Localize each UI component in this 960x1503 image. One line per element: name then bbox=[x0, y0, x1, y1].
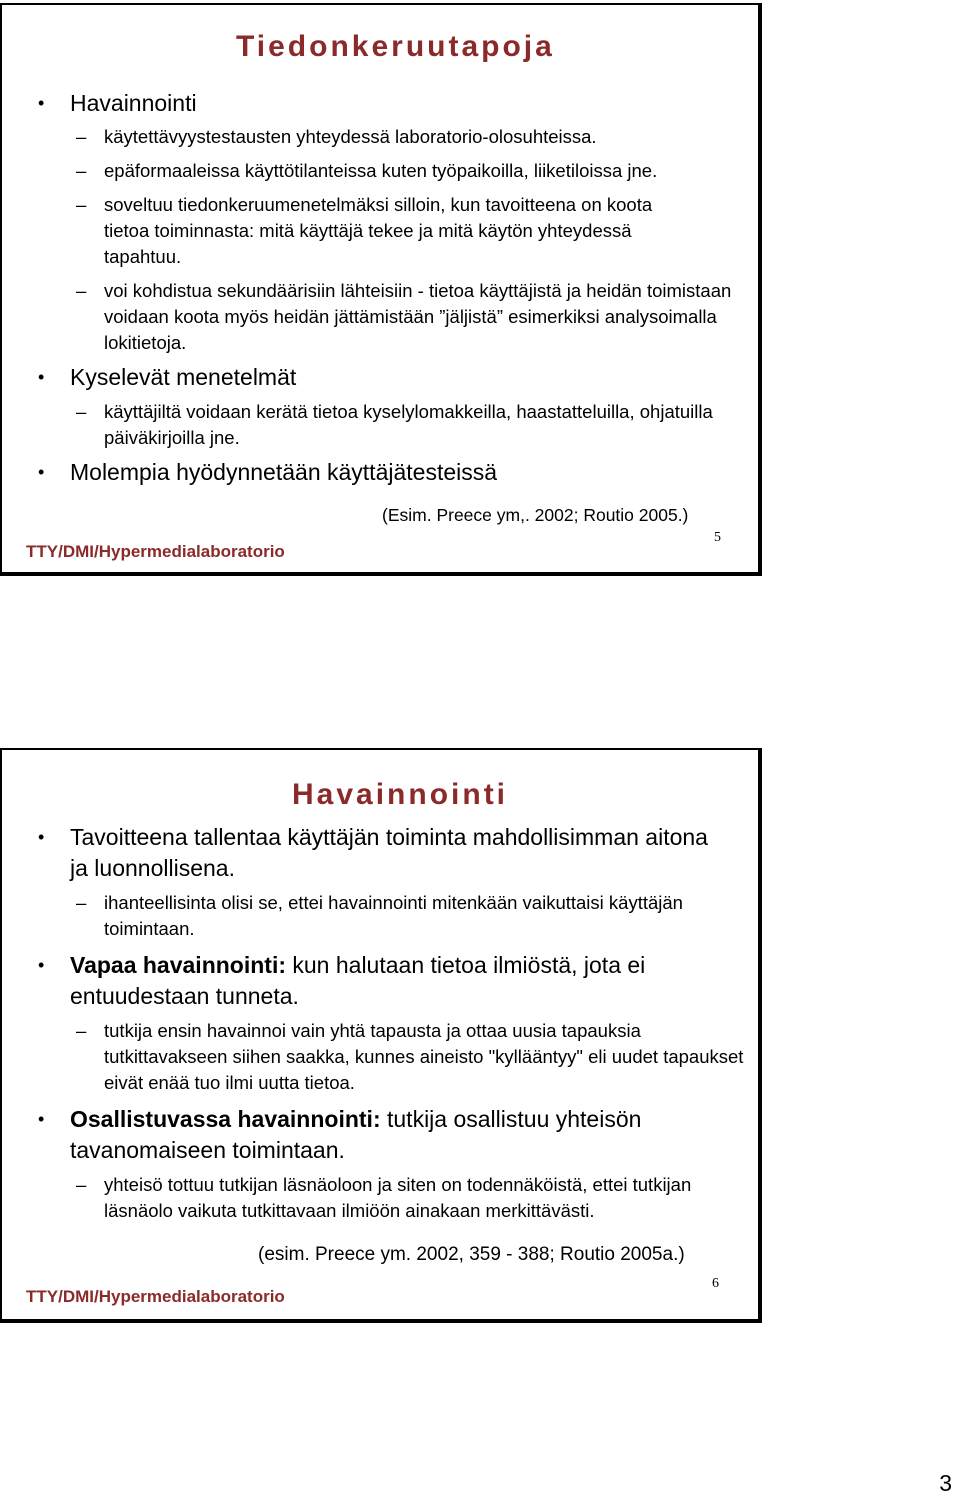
sub-bullet-item bbox=[38, 124, 940, 150]
sub-bullet-text: yhteisö tottuu tutkijan läsnäoloon ja siten on todennäköistä, ettei tutkijan läsnäolo vaikuta tutkittavaan ilmiöön ainakaan merkittävästi. bbox=[104, 1174, 692, 1221]
bullet-icon: • bbox=[38, 93, 45, 113]
bullet-item bbox=[38, 822, 710, 884]
dash-icon: – bbox=[76, 126, 87, 147]
sub-bullet-item bbox=[38, 278, 754, 356]
bullet-bold-label: Vapaa havainnointi: bbox=[70, 952, 286, 978]
dash-icon: – bbox=[76, 160, 87, 181]
bullet-text: Kyselevät menetelmät bbox=[70, 364, 297, 390]
sub-bullet-item bbox=[38, 1172, 754, 1224]
sub-bullet-text: soveltuu tiedonkeruumenetelmäksi silloin, kun tavoitteena on koota tietoa toiminnasta: mitä käyttäjä tekee ja mitä käytön yhteydessä tapahtuu. bbox=[104, 194, 653, 267]
sub-bullet-item bbox=[38, 890, 754, 942]
bullet-icon: • bbox=[38, 955, 45, 975]
bullet-item bbox=[38, 950, 730, 1012]
sub-bullet-item bbox=[38, 192, 684, 270]
sheet-number: 3 bbox=[939, 1470, 952, 1496]
bullet-item bbox=[38, 1104, 750, 1166]
bullet-bold-label: Osallistuvassa havainnointi: bbox=[70, 1106, 381, 1132]
dash-icon: – bbox=[76, 892, 87, 913]
dash-icon: – bbox=[76, 1174, 87, 1195]
bullet-text: kun halutaan tietoa ilmiöstä, jota ei entuudestaan tunneta. bbox=[70, 952, 646, 1009]
page-number: 5 bbox=[714, 530, 721, 545]
citation: (Esim. Preece ym,. 2002; Routio 2005.) bbox=[382, 505, 689, 525]
sub-bullet-item bbox=[38, 158, 684, 184]
bullet-icon: • bbox=[38, 1109, 45, 1129]
slide-5-content bbox=[38, 88, 940, 488]
sub-bullet-text: tutkija ensin havainnoi vain yhtä tapausta ja ottaa uusia tapauksia tutkittavakseen siihen saakka, kunnes aineisto "kyllääntyy" eli uudet tapaukset eivät enää tuo ilmi uutta tietoa. bbox=[104, 1020, 744, 1093]
slide-title: Tiedonkeruutapoja bbox=[236, 30, 555, 63]
dash-icon: – bbox=[76, 280, 87, 301]
bullet-icon: • bbox=[38, 367, 45, 387]
dash-icon: – bbox=[76, 194, 87, 215]
sub-bullet-text: ihanteellisinta olisi se, ettei havainnointi mitenkään vaikuttaisi käyttäjän toimintaan. bbox=[104, 892, 683, 939]
bullet-text: Havainnointi bbox=[70, 90, 197, 116]
bullet-item bbox=[38, 362, 940, 393]
slide-6-content bbox=[38, 822, 940, 1224]
citation: (esim. Preece ym. 2002, 359 - 388; Routio 2005a.) bbox=[258, 1244, 685, 1265]
bullet-icon: • bbox=[38, 827, 45, 847]
slide-title: Havainnointi bbox=[292, 778, 509, 811]
dash-icon: – bbox=[76, 401, 87, 422]
bullet-text: Tavoitteena tallentaa käyttäjän toiminta mahdollisimman aitona ja luonnollisena. bbox=[70, 824, 708, 881]
sub-bullet-item bbox=[38, 399, 764, 451]
bullet-text: tutkija osallistuu yhteisön tavanomaiseen toimintaan. bbox=[70, 1106, 642, 1163]
bullet-text: Molempia hyödynnetään käyttäjätesteissä bbox=[70, 459, 498, 485]
sub-bullet-text: voi kohdistua sekundäärisiin lähteisiin - tietoa käyttäjistä ja heidän toimistaan voidaan koota myös heidän jättämistään ”jäljistä” esimerkiksi analysoimalla lokitietoja. bbox=[104, 280, 732, 353]
dash-icon: – bbox=[76, 1020, 87, 1041]
bullet-item bbox=[38, 457, 940, 488]
footer-label: TTY/DMI/Hypermedialaboratorio bbox=[26, 542, 285, 561]
sub-bullet-text: käyttäjiltä voidaan kerätä tietoa kyselylomakkeilla, haastatteluilla, ohjatuilla päiväkirjoilla jne. bbox=[104, 401, 713, 448]
sub-bullet-text: epäformaaleissa käyttötilanteissa kuten työpaikoilla, liiketiloissa jne. bbox=[104, 160, 658, 181]
bullet-item bbox=[38, 88, 940, 119]
sub-bullet-item bbox=[38, 1018, 764, 1096]
sub-bullet-text: käytettävyystestausten yhteydessä laboratorio-olosuhteissa. bbox=[104, 126, 597, 147]
footer-label: TTY/DMI/Hypermedialaboratorio bbox=[26, 1287, 285, 1306]
bullet-icon: • bbox=[38, 462, 45, 482]
page-number: 6 bbox=[712, 1276, 719, 1291]
